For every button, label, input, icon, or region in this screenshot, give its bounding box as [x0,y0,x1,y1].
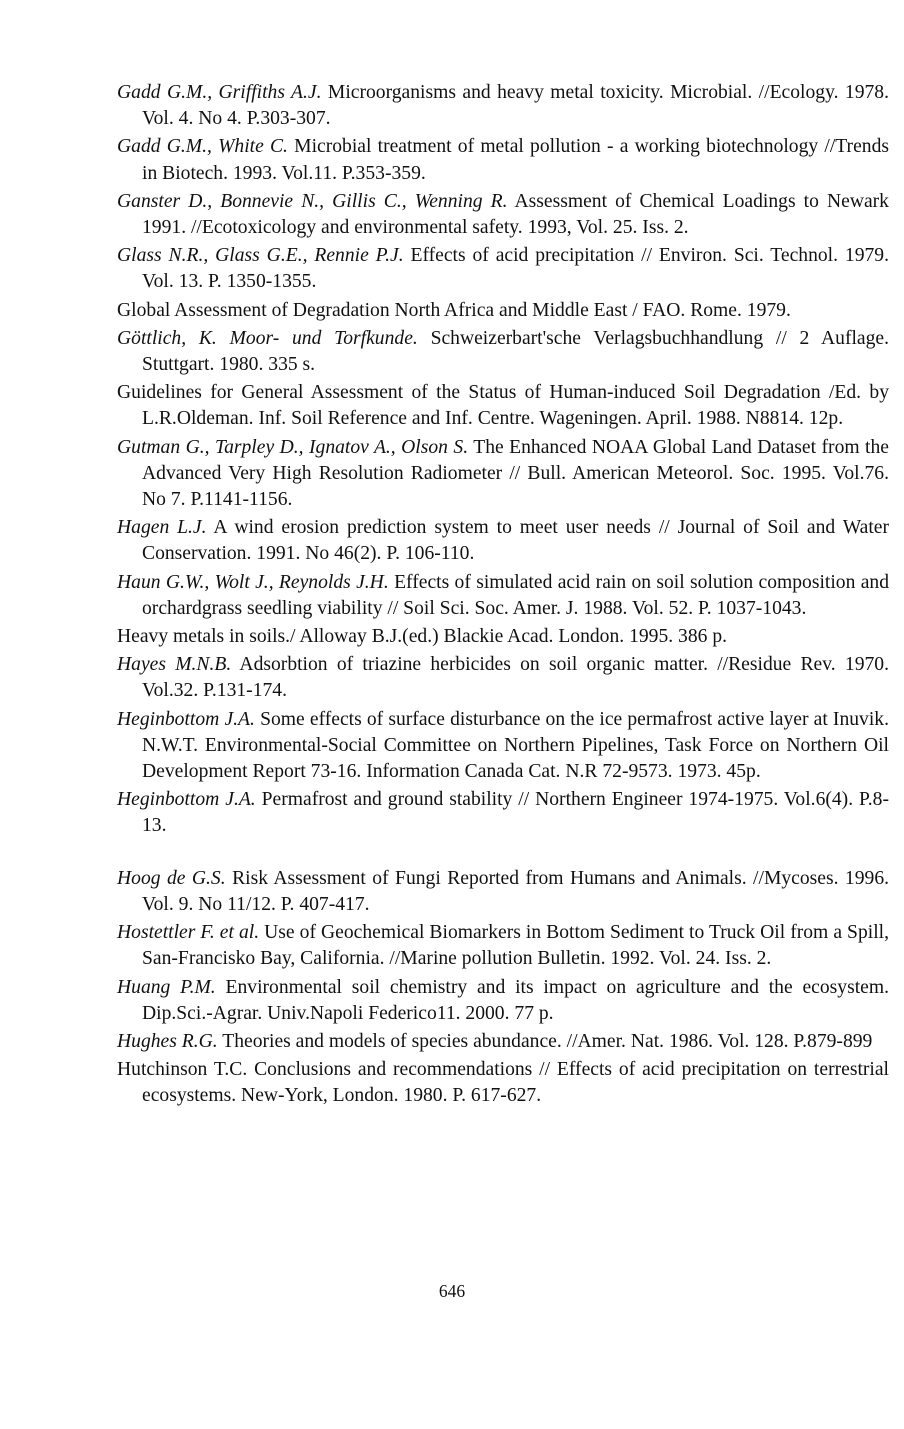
reference-entry [117,298,889,324]
reference-text: A wind erosion prediction system to meet user needs // Journal of Soil and Water Conservation. 1991. No 46(2). P. 106-110. [142,517,889,565]
reference-authors: Hoog de G.S. [117,867,226,889]
reference-entry [117,189,889,241]
reference-text: Environmental soil chemistry and its impact on agriculture and the ecosystem. Dip.Sci.-Agrar. Univ.Napoli Federico11. 2000. 77 p. [142,976,889,1024]
reference-authors: Heginbottom J.A. [117,789,256,811]
reference-authors: Gutman G., Tarpley D., Ignatov A., Olson S. [117,436,469,458]
reference-authors: Hagen L.J. [117,517,207,539]
reference-text: Microbial treatment of metal pollution - a working biotechnology //Trends in Biotech. 1993. Vol.11. P.353-359. [142,136,889,184]
reference-text: Assessment of Chemical Loadings to Newark 1991. //Ecotoxicology and environmental safety. 1993, Vol. 25. Iss. 2. [142,190,889,239]
reference-entry [117,435,889,514]
reference-authors: Hayes M.N.B. [117,654,232,676]
reference-text: Hutchinson T.C. Conclusions and recommendations // Effects of acid precipitation on terrestrial ecosystems. New-York, London. 1980. P. 617-627. [117,1059,889,1107]
reference-entry [117,920,889,972]
reference-text: Adsorbtion of triazine herbicides on soil organic matter. //Residue Rev. 1970. Vol.32. P.131-174. [142,654,889,702]
reference-authors: Hostettler F. et al. [117,922,260,944]
reference-entry [117,707,889,786]
reference-entry [117,380,889,432]
reference-authors: Ganster D., Bonnevie N., Gillis C., Wenning R. [117,190,508,212]
reference-entry [117,134,889,186]
reference-authors: Gadd G.M., White C. [117,136,288,158]
reference-text: Microorganisms and heavy metal toxicity. Microbial. //Ecology. 1978. Vol. 4. No 4. P.303-307. [142,82,889,130]
page-number: 646 [438,1281,466,1301]
reference-text: Effects of acid precipitation // Environ. Sci. Technol. 1979. Vol. 13. P. 1350-1355. [142,245,889,293]
reference-entry [117,975,889,1027]
reference-entry [117,787,889,839]
reference-entry [117,1029,889,1055]
reference-text: Heavy metals in soils./ Alloway B.J.(ed.) Blackie Acad. London. 1995. 386 p. [117,626,728,648]
reference-text: Schweizerbart'sche Verlagsbuchhandlung // 2 Auflage. Stuttgart. 1980. 335 s. [142,327,889,376]
reference-text: Permafrost and ground stability // Northern Engineer 1974-1975. Vol.6(4). P.8-13. [142,789,889,837]
reference-authors: Huang P.M. [117,976,216,998]
reference-text: Guidelines for General Assessment of the Status of Human-induced Soil Degradation /Ed. by L.R.Oldeman. Inf. Soil Reference and Inf. Centre. Wageningen. April. 1988. N8814. 12p. [117,382,889,430]
reference-authors: Hughes R.G. [117,1030,218,1052]
reference-entry [117,1057,889,1109]
reference-authors: Heginbottom J.A. [117,708,255,730]
reference-entry [117,652,889,704]
reference-text: Effects of simulated acid rain on soil solution composition and orchardgrass seedling viability // Soil Sci. Soc. Amer. J. 1988. Vol. 52. P. 1037-1043. [142,571,889,619]
reference-entry [117,80,889,132]
reference-authors: Göttlich, K. Moor- und Torfkunde. [117,327,418,349]
reference-text: Global Assessment of Degradation North Africa and Middle East / FAO. Rome. 1979. [117,299,791,321]
reference-authors: Glass N.R., Glass G.E., Rennie P.J. [117,245,404,267]
reference-text: The Enhanced NOAA Global Land Dataset from the Advanced Very High Resolution Radiometer // Bull. American Meteorol. Soc. 1995. Vol.76. No 7. P.1141-1156. [142,436,889,511]
reference-entry [117,243,889,295]
reference-text: Risk Assessment of Fungi Reported from Humans and Animals. //Mycoses. 1996. Vol. 9. No 11/12. P. 407-417. [142,867,890,915]
reference-text: Use of Geochemical Biomarkers in Bottom Sediment to Truck Oil from a Spill, San-Francisko Bay, California. //Marine pollution Bulletin. 1992. Vol. 24. Iss. 2. [142,922,889,970]
reference-entry [117,326,889,378]
reference-entry [117,624,889,650]
reference-authors: Gadd G.M., Griffiths A.J. [117,82,322,103]
reference-entry [117,866,889,918]
reference-text: Theories and models of species abundance. //Amer. Nat. 1986. Vol. 128. P.879-899 [222,1030,873,1052]
reference-list [117,80,889,1112]
reference-text: Some effects of surface disturbance on the ice permafrost active layer at Inuvik. N.W.T. Environmental-Social Committee on Northern Pipelines, Task Force on Northern Oil Development Report 73-16. Information Canada Cat. N.R 72-9573. 1973. 45p. [142,708,889,783]
reference-authors: Haun G.W., Wolt J., Reynolds J.H. [117,571,389,593]
reference-entry [117,515,889,567]
reference-entry [117,570,889,622]
